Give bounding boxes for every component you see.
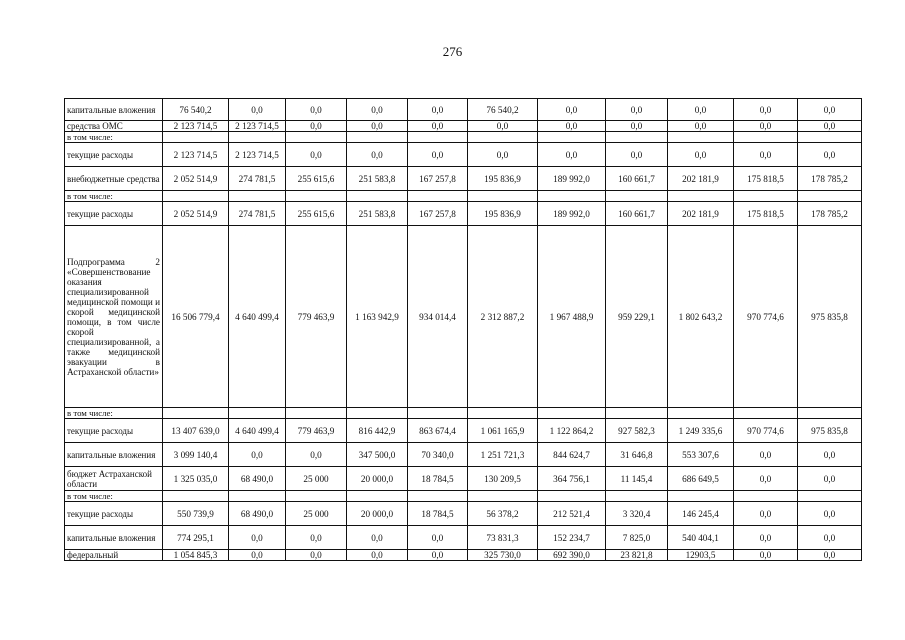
table-cell: 13 407 639,0 bbox=[163, 419, 229, 443]
table-body bbox=[65, 99, 862, 561]
table-cell: 0,0 bbox=[734, 99, 798, 121]
row-label: в том числе: bbox=[65, 491, 163, 502]
table-cell: 16 506 779,4 bbox=[163, 226, 229, 408]
table-cell bbox=[668, 132, 734, 143]
table-cell: 175 818,5 bbox=[734, 202, 798, 226]
table-cell: 68 490,0 bbox=[229, 467, 286, 491]
row-label: текущие расходы bbox=[65, 419, 163, 443]
table-cell bbox=[408, 491, 468, 502]
table-cell: 76 540,2 bbox=[163, 99, 229, 121]
table-row bbox=[65, 408, 862, 419]
table-cell bbox=[606, 408, 668, 419]
row-label: текущие расходы bbox=[65, 502, 163, 526]
table-cell bbox=[286, 191, 347, 202]
table-cell: 0,0 bbox=[606, 121, 668, 132]
table-cell: 863 674,4 bbox=[408, 419, 468, 443]
table-cell: 3 099 140,4 bbox=[163, 443, 229, 467]
table-cell: 255 615,6 bbox=[286, 167, 347, 191]
table-cell bbox=[798, 191, 862, 202]
table-cell bbox=[606, 191, 668, 202]
table-cell: 0,0 bbox=[798, 467, 862, 491]
table-cell bbox=[408, 191, 468, 202]
table-cell: 0,0 bbox=[347, 99, 408, 121]
table-cell: 0,0 bbox=[668, 121, 734, 132]
table-cell: 68 490,0 bbox=[229, 502, 286, 526]
table-cell: 0,0 bbox=[798, 502, 862, 526]
table-cell: 251 583,8 bbox=[347, 202, 408, 226]
table-cell: 178 785,2 bbox=[798, 202, 862, 226]
table-cell bbox=[229, 491, 286, 502]
table-cell: 975 835,8 bbox=[798, 226, 862, 408]
table-cell: 970 774,6 bbox=[734, 226, 798, 408]
table-cell: 686 649,5 bbox=[668, 467, 734, 491]
table-cell: 0,0 bbox=[286, 143, 347, 167]
table-cell: 0,0 bbox=[734, 502, 798, 526]
table-cell: 20 000,0 bbox=[347, 467, 408, 491]
table-cell: 0,0 bbox=[798, 550, 862, 561]
table-cell bbox=[734, 408, 798, 419]
row-label: в том числе: bbox=[65, 191, 163, 202]
table-cell: 56 378,2 bbox=[468, 502, 538, 526]
table-cell: 0,0 bbox=[538, 121, 606, 132]
table-cell: 20 000,0 bbox=[347, 502, 408, 526]
table-cell bbox=[163, 491, 229, 502]
table-cell: 2 052 514,9 bbox=[163, 202, 229, 226]
table-cell: 779 463,9 bbox=[286, 419, 347, 443]
table-cell bbox=[347, 408, 408, 419]
table-cell: 255 615,6 bbox=[286, 202, 347, 226]
table-cell: 0,0 bbox=[798, 443, 862, 467]
table-cell: 0,0 bbox=[408, 550, 468, 561]
table-cell: 816 442,9 bbox=[347, 419, 408, 443]
table-cell: 0,0 bbox=[286, 526, 347, 550]
table-cell: 0,0 bbox=[229, 526, 286, 550]
table-cell: 167 257,8 bbox=[408, 202, 468, 226]
table-cell: 0,0 bbox=[734, 526, 798, 550]
table-cell: 0,0 bbox=[798, 526, 862, 550]
table-cell: 175 818,5 bbox=[734, 167, 798, 191]
table-cell bbox=[468, 191, 538, 202]
row-label: бюджет Астраханской области bbox=[65, 467, 163, 491]
table-cell: 0,0 bbox=[668, 99, 734, 121]
table-row bbox=[65, 121, 862, 132]
table-cell: 0,0 bbox=[347, 143, 408, 167]
table-cell bbox=[668, 408, 734, 419]
table-cell bbox=[468, 132, 538, 143]
table-cell: 0,0 bbox=[408, 121, 468, 132]
row-label: капитальные вложения bbox=[65, 526, 163, 550]
table-cell: 2 123 714,5 bbox=[163, 121, 229, 132]
table-cell: 0,0 bbox=[538, 99, 606, 121]
table-row bbox=[65, 491, 862, 502]
table-cell: 73 831,3 bbox=[468, 526, 538, 550]
table-cell: 1 054 845,3 bbox=[163, 550, 229, 561]
table-cell bbox=[408, 132, 468, 143]
table-cell: 189 992,0 bbox=[538, 202, 606, 226]
table-cell: 2 312 887,2 bbox=[468, 226, 538, 408]
table-cell: 11 145,4 bbox=[606, 467, 668, 491]
table-cell: 152 234,7 bbox=[538, 526, 606, 550]
table-cell: 0,0 bbox=[286, 443, 347, 467]
table-cell: 347 500,0 bbox=[347, 443, 408, 467]
table-cell: 0,0 bbox=[408, 143, 468, 167]
table-cell: 692 390,0 bbox=[538, 550, 606, 561]
table-cell: 212 521,4 bbox=[538, 502, 606, 526]
table-cell: 274 781,5 bbox=[229, 167, 286, 191]
table-cell: 0,0 bbox=[734, 550, 798, 561]
table-cell: 202 181,9 bbox=[668, 167, 734, 191]
table-cell: 0,0 bbox=[798, 121, 862, 132]
table-cell: 18 784,5 bbox=[408, 467, 468, 491]
table-cell bbox=[538, 491, 606, 502]
table-cell: 195 836,9 bbox=[468, 167, 538, 191]
table-cell bbox=[163, 191, 229, 202]
row-label: текущие расходы bbox=[65, 202, 163, 226]
table-cell bbox=[163, 132, 229, 143]
table-cell: 774 295,1 bbox=[163, 526, 229, 550]
table-cell bbox=[163, 408, 229, 419]
table-cell bbox=[606, 132, 668, 143]
table-cell bbox=[538, 191, 606, 202]
table-cell bbox=[347, 491, 408, 502]
table-cell: 959 229,1 bbox=[606, 226, 668, 408]
table-cell bbox=[798, 408, 862, 419]
budget-table bbox=[64, 98, 862, 561]
table-cell bbox=[468, 408, 538, 419]
table-row bbox=[65, 99, 862, 121]
table-cell: 1 251 721,3 bbox=[468, 443, 538, 467]
table-cell: 0,0 bbox=[606, 99, 668, 121]
table-cell: 0,0 bbox=[734, 443, 798, 467]
table-cell bbox=[734, 132, 798, 143]
table-cell: 1 122 864,2 bbox=[538, 419, 606, 443]
table-cell: 844 624,7 bbox=[538, 443, 606, 467]
table-cell: 2 123 714,5 bbox=[163, 143, 229, 167]
table-cell: 0,0 bbox=[468, 121, 538, 132]
table-cell bbox=[286, 491, 347, 502]
table-cell: 2 123 714,5 bbox=[229, 121, 286, 132]
table-cell: 160 661,7 bbox=[606, 167, 668, 191]
table-cell: 0,0 bbox=[606, 143, 668, 167]
table-cell: 167 257,8 bbox=[408, 167, 468, 191]
table-cell: 4 640 499,4 bbox=[229, 419, 286, 443]
table-cell: 364 756,1 bbox=[538, 467, 606, 491]
table-cell: 0,0 bbox=[734, 467, 798, 491]
table-cell: 178 785,2 bbox=[798, 167, 862, 191]
table-row bbox=[65, 132, 862, 143]
table-cell: 0,0 bbox=[408, 99, 468, 121]
table-cell: 550 739,9 bbox=[163, 502, 229, 526]
row-label: текущие расходы bbox=[65, 143, 163, 167]
row-label: в том числе: bbox=[65, 408, 163, 419]
table-cell: 779 463,9 bbox=[286, 226, 347, 408]
table-cell: 927 582,3 bbox=[606, 419, 668, 443]
table-cell: 4 640 499,4 bbox=[229, 226, 286, 408]
table-cell bbox=[798, 491, 862, 502]
row-label: капитальные вложения bbox=[65, 99, 163, 121]
row-label: капитальные вложения bbox=[65, 443, 163, 467]
table-cell bbox=[538, 132, 606, 143]
table-row bbox=[65, 226, 862, 408]
table-cell bbox=[668, 491, 734, 502]
table-cell bbox=[798, 132, 862, 143]
table-cell: 325 730,0 bbox=[468, 550, 538, 561]
table-cell: 0,0 bbox=[347, 526, 408, 550]
table-row bbox=[65, 202, 862, 226]
table-cell: 1 163 942,9 bbox=[347, 226, 408, 408]
table-cell: 1 249 335,6 bbox=[668, 419, 734, 443]
table-cell bbox=[734, 191, 798, 202]
table-cell: 130 209,5 bbox=[468, 467, 538, 491]
table-cell: 975 835,8 bbox=[798, 419, 862, 443]
table-cell: 31 646,8 bbox=[606, 443, 668, 467]
table-cell bbox=[347, 191, 408, 202]
table-cell: 934 014,4 bbox=[408, 226, 468, 408]
table-cell: 0,0 bbox=[347, 121, 408, 132]
table-cell: 1 061 165,9 bbox=[468, 419, 538, 443]
table-cell: 0,0 bbox=[286, 121, 347, 132]
table-cell bbox=[606, 491, 668, 502]
row-label: в том числе: bbox=[65, 132, 163, 143]
table-cell: 12903,5 bbox=[668, 550, 734, 561]
table-cell: 18 784,5 bbox=[408, 502, 468, 526]
table-cell: 0,0 bbox=[347, 550, 408, 561]
table-cell: 0,0 bbox=[538, 143, 606, 167]
table-cell: 0,0 bbox=[798, 143, 862, 167]
table-row bbox=[65, 419, 862, 443]
table-cell: 76 540,2 bbox=[468, 99, 538, 121]
row-label: федеральный bbox=[65, 550, 163, 561]
table-cell bbox=[734, 491, 798, 502]
table-cell bbox=[408, 408, 468, 419]
table-cell: 0,0 bbox=[286, 550, 347, 561]
table-cell: 146 245,4 bbox=[668, 502, 734, 526]
table-cell: 160 661,7 bbox=[606, 202, 668, 226]
table-cell: 70 340,0 bbox=[408, 443, 468, 467]
table-cell bbox=[286, 408, 347, 419]
table-cell bbox=[286, 132, 347, 143]
table-cell bbox=[538, 408, 606, 419]
table-row bbox=[65, 526, 862, 550]
table-cell: 0,0 bbox=[468, 143, 538, 167]
table-cell: 0,0 bbox=[668, 143, 734, 167]
table-cell: 540 404,1 bbox=[668, 526, 734, 550]
table-cell: 0,0 bbox=[229, 550, 286, 561]
table-cell: 3 320,4 bbox=[606, 502, 668, 526]
table-cell: 25 000 bbox=[286, 467, 347, 491]
table-cell: 2 052 514,9 bbox=[163, 167, 229, 191]
table-cell: 1 325 035,0 bbox=[163, 467, 229, 491]
table-row bbox=[65, 143, 862, 167]
table-cell: 251 583,8 bbox=[347, 167, 408, 191]
row-label: внебюджетные средства bbox=[65, 167, 163, 191]
table-cell: 970 774,6 bbox=[734, 419, 798, 443]
table-row bbox=[65, 502, 862, 526]
table-cell: 0,0 bbox=[734, 143, 798, 167]
table-cell: 189 992,0 bbox=[538, 167, 606, 191]
table-row bbox=[65, 167, 862, 191]
table-cell: 0,0 bbox=[229, 99, 286, 121]
table-cell bbox=[468, 491, 538, 502]
table-cell: 0,0 bbox=[408, 526, 468, 550]
table-cell: 274 781,5 bbox=[229, 202, 286, 226]
row-label: средства ОМС bbox=[65, 121, 163, 132]
table-cell bbox=[668, 191, 734, 202]
table-cell bbox=[229, 191, 286, 202]
table-cell: 553 307,6 bbox=[668, 443, 734, 467]
table-cell: 0,0 bbox=[734, 121, 798, 132]
table-cell: 23 821,8 bbox=[606, 550, 668, 561]
table-cell: 195 836,9 bbox=[468, 202, 538, 226]
table-cell: 2 123 714,5 bbox=[229, 143, 286, 167]
table-row bbox=[65, 550, 862, 561]
table-cell: 7 825,0 bbox=[606, 526, 668, 550]
table-row bbox=[65, 467, 862, 491]
page-number: 276 bbox=[442, 44, 463, 59]
table-cell: 0,0 bbox=[286, 99, 347, 121]
table-cell: 25 000 bbox=[286, 502, 347, 526]
table-cell bbox=[229, 132, 286, 143]
table-cell: 0,0 bbox=[798, 99, 862, 121]
table-cell: 1 802 643,2 bbox=[668, 226, 734, 408]
table-cell bbox=[347, 132, 408, 143]
table-cell: 202 181,9 bbox=[668, 202, 734, 226]
table-row bbox=[65, 191, 862, 202]
table-cell: 1 967 488,9 bbox=[538, 226, 606, 408]
row-label: Подпрограмма 2 «Совершенствование оказания специализированной медицинской помощи и скорой медицинской помощи, в том числе скорой специализированной, а также медицинской эвакуации в Астраханской области» bbox=[65, 226, 163, 408]
table-cell: 0,0 bbox=[229, 443, 286, 467]
table-row bbox=[65, 443, 862, 467]
table-cell bbox=[229, 408, 286, 419]
